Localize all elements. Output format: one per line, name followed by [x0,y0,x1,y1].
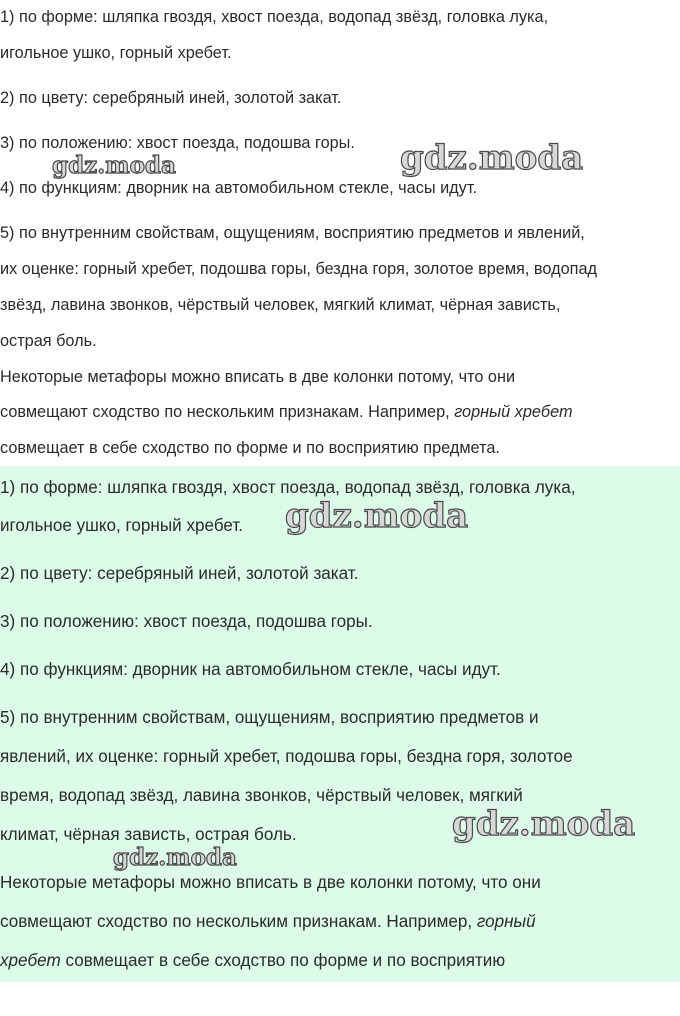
answer-block-2 [0,466,680,982]
answer2-line-8: время, водопад звёзд, лавина звонков, чёрствый человек, мягкий [0,786,523,805]
answer1-line-6: 5) по внутренним свойствам, ощущениям, восприятию предметов и явлений, [0,224,585,242]
answer1-line-11-text: совмещают сходство по нескольким признакам. Например, [0,403,455,421]
answer1-line-4: 3) по положению: хвост поезда, подошва горы. [0,134,355,152]
watermark-1: gdz.moda [52,152,176,179]
answer1-line-8: звёзд, лавина звонков, чёрствый человек, мягкий климат, чёрная зависть, [0,296,561,314]
answer2-line-12 [0,942,505,980]
answer2-line-5: 4) по функциям: дворник на автомобильном стекле, часы идут. [0,660,501,679]
answer2-line-12-text: совмещает в себе сходство по форме и по восприятию [60,951,506,970]
answer1-line-3: 2) по цвету: серебряный иней, золотой закат. [0,89,342,107]
answer2-line-11 [0,903,536,941]
answer2-line-1: 1) по форме: шляпка гвоздя, хвост поезда, водопад звёзд, головка лука, [0,478,576,497]
watermark-5: gdz.moda [113,844,237,871]
answer1-line-11-italic: горный хребет [454,403,573,421]
answer1-line-1: 1) по форме: шляпка гвоздя, хвост поезда, водопад звёзд, головка лука, [0,8,549,26]
answer2-line-11-italic: горный [476,912,536,931]
answer2-line-9: климат, чёрная зависть, острая боль. [0,825,297,844]
watermark-4: gdz.moda [452,804,636,844]
answer2-line-12-italic: хребет [0,951,61,970]
watermark-3: gdz.moda [285,496,469,536]
answer2-line-10: Некоторые метафоры можно вписать в две колонки потому, что они [0,873,541,892]
answer2-line-11-text: совмещают сходство по нескольким признакам. Например, [0,912,477,931]
answer2-line-7: явлений, их оценке: горный хребет, подошва горы, бездна горя, золотое [0,747,573,766]
answer1-line-7: их оценке: горный хребет, подошва горы, бездна горя, золотое время, водопад [0,260,598,278]
answer2-line-4: 3) по положению: хвост поезда, подошва горы. [0,612,373,631]
answer1-line-9: острая боль. [0,332,97,350]
answer1-line-11 [0,395,573,431]
answer1-line-12: совмещает в себе сходство по форме и по восприятию предмета. [0,439,500,457]
answer1-line-5: 4) по функциям: дворник на автомобильном стекле, часы идут. [0,179,477,197]
answer1-line-2: игольное ушко, горный хребет. [0,44,232,62]
answer2-line-3: 2) по цвету: серебряный иней, золотой закат. [0,564,359,583]
answer1-line-10: Некоторые метафоры можно вписать в две колонки потому, что они [0,368,516,386]
answer2-line-6: 5) по внутренним свойствам, ощущениям, восприятию предметов и [0,708,539,727]
answer2-line-2: игольное ушко, горный хребет. [0,516,244,535]
watermark-2: gdz.moda [400,138,584,178]
answer-block-1 [0,0,680,466]
